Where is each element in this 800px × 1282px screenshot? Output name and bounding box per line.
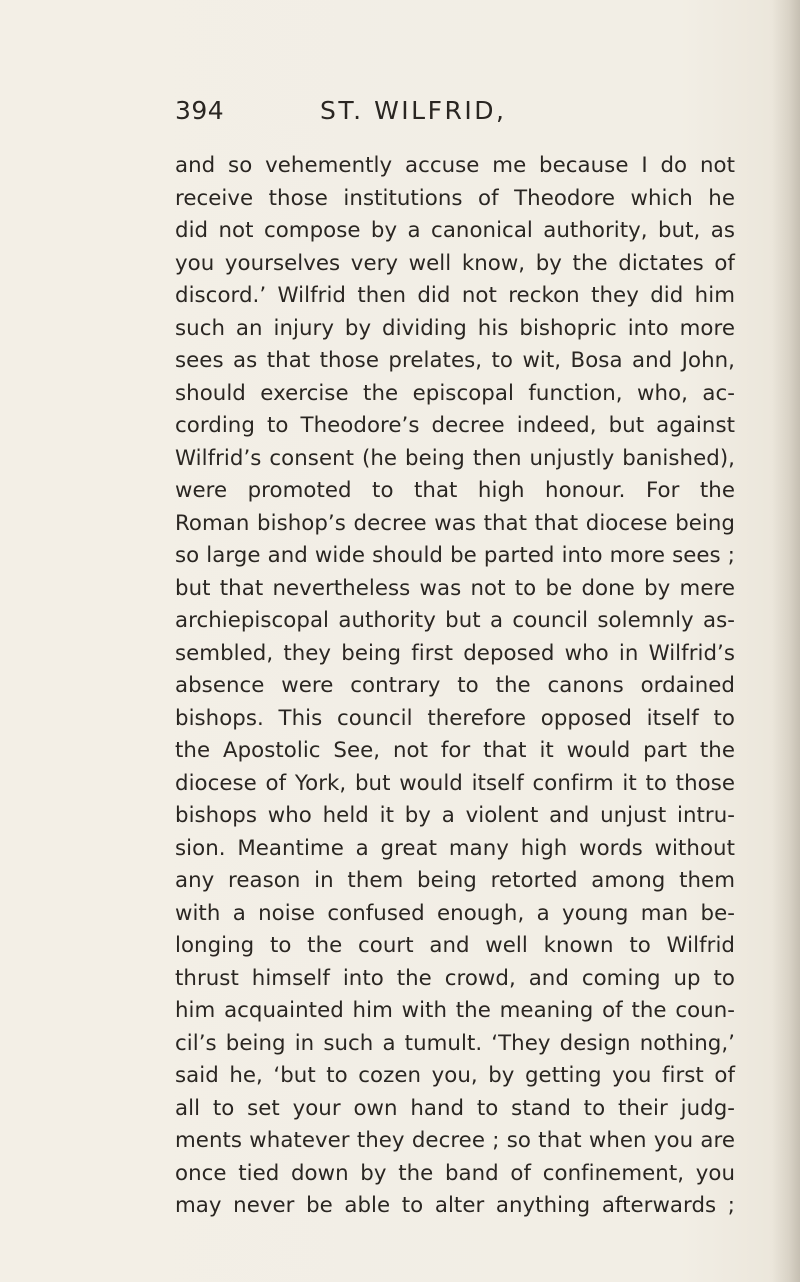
text-line: any reason in them being retorted among them bbox=[175, 868, 735, 893]
running-title: ST. WILFRID, bbox=[320, 96, 507, 125]
text-line: Roman bishop’s decree was that that diocese being bbox=[175, 510, 735, 536]
text-line: ments whatever they decree ; so that when you are bbox=[175, 1128, 735, 1153]
text-line: may never be able to alter anything afterwards ; bbox=[175, 1193, 735, 1218]
text-line: did not compose by a canonical authority, but, as bbox=[175, 218, 735, 243]
text-line: such an injury by dividing his bishopric into more bbox=[175, 315, 735, 341]
text-line: sembled, they being first deposed who in Wilfrid’s bbox=[175, 640, 735, 666]
text-line: longing to the court and well known to Wilfrid bbox=[175, 933, 735, 958]
body-text bbox=[175, 150, 735, 1223]
text-line: once tied down by the band of confinement, you bbox=[175, 1160, 735, 1186]
text-line: so large and wide should be parted into more sees ; bbox=[175, 543, 735, 568]
text-line: thrust himself into the crowd, and coming up to bbox=[175, 965, 735, 991]
text-line: were promoted to that high honour. For the bbox=[175, 478, 735, 503]
text-line: bishops. This council therefore opposed itself to bbox=[175, 705, 735, 731]
text-line: but that nevertheless was not to be done by mere bbox=[175, 575, 735, 601]
text-line: archiepiscopal authority but a council solemnly as- bbox=[175, 608, 735, 633]
page-edge-shadow bbox=[772, 0, 800, 1282]
text-line: the Apostolic See, not for that it would part the bbox=[175, 738, 735, 763]
text-line: all to set your own hand to stand to their judg- bbox=[175, 1095, 735, 1121]
text-line: discord.’ Wilfrid then did not reckon they did him bbox=[175, 283, 735, 308]
text-line: should exercise the episcopal function, who, ac- bbox=[175, 380, 735, 406]
text-line: said he, ‘but to cozen you, by getting you first of bbox=[175, 1063, 735, 1088]
text-line: diocese of York, but would itself confirm it to those bbox=[175, 770, 735, 796]
text-line: cording to Theodore’s decree indeed, but against bbox=[175, 413, 735, 438]
text-line: with a noise confused enough, a young man be- bbox=[175, 900, 735, 926]
text-line: you yourselves very well know, by the dictates of bbox=[175, 250, 735, 276]
text-line: receive those institutions of Theodore which he bbox=[175, 185, 735, 211]
text-line: bishops who held it by a violent and unjust intru- bbox=[175, 803, 735, 828]
text-line: him acquainted him with the meaning of the coun- bbox=[175, 998, 735, 1023]
page-number: 394 bbox=[175, 96, 225, 125]
text-line: absence were contrary to the canons ordained bbox=[175, 673, 735, 698]
text-line: Wilfrid’s consent (he being then unjustly banished), bbox=[175, 445, 735, 471]
text-line: and so vehemently accuse me because I do not bbox=[175, 153, 735, 178]
running-head bbox=[175, 96, 735, 136]
text-line: sion. Meantime a great many high words without bbox=[175, 835, 735, 861]
text-line: sees as that those prelates, to wit, Bosa and John, bbox=[175, 348, 735, 373]
text-line: cil’s being in such a tumult. ‘They design nothing,’ bbox=[175, 1030, 735, 1056]
